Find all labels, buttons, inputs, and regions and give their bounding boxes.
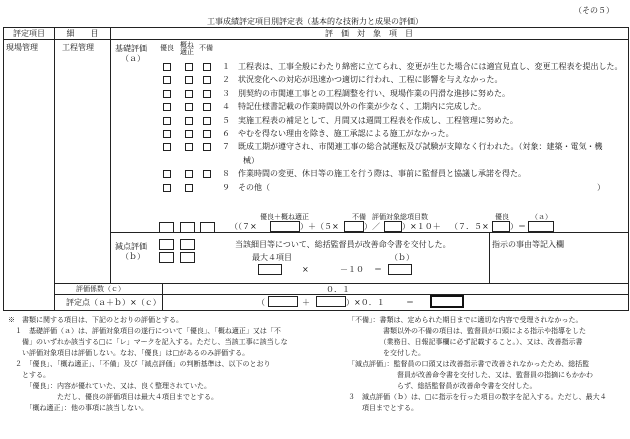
note-line: 「減点評価」：監督員の口頭又は改善指示書で改善されなかったため、総括監 [348, 360, 590, 368]
item-number: ８ [222, 169, 230, 178]
good-count-input[interactable] [492, 221, 510, 232]
score-close: ）×０．１ [346, 298, 385, 307]
item-text: 既成工期が遵守され、市関連工事の総合試運転及び試験が支障なく行われた。（対象：建築・電気・機 [238, 142, 603, 151]
base-eval-title: 基礎評価 [115, 44, 147, 53]
coef-label: 評価係数（ｃ） [76, 285, 125, 293]
deduction-result-input[interactable] [388, 264, 412, 275]
item-number: ７ [222, 142, 230, 151]
check-good[interactable] [163, 143, 171, 151]
tally-defect-box[interactable] [200, 222, 215, 233]
check-ok[interactable] [185, 184, 193, 192]
deduction-box-4[interactable] [180, 252, 195, 263]
check-defect[interactable] [203, 143, 211, 151]
check-ok[interactable] [185, 103, 193, 111]
formula-label-good-ok: 優良＋概ね適正 [260, 213, 309, 221]
note-line: ２ 「優良」、「概ね適正」、「不備」及び「減点評価」の判断基準は、以下のとおり [8, 360, 271, 368]
item-number: ６ [222, 129, 230, 138]
page-number: （その５） [574, 6, 614, 15]
formula-part-2: ）＋（５× [300, 222, 339, 231]
note-line: 「不備」：書類は、定められた期日までに適切な内容で受理されなかった。 [348, 316, 583, 324]
check-defect[interactable] [203, 90, 211, 98]
good-ok-input[interactable] [270, 221, 300, 232]
formula-part-4: ）×１０＋ [402, 222, 441, 231]
note-line: らず、総括監督員が改善命令書を交付した。 [348, 382, 537, 390]
item-number: ３ [222, 89, 230, 98]
check-ok[interactable] [185, 170, 193, 178]
formula-part-3: ）／ [364, 222, 380, 231]
item-text: 実施工程表の補足として、月間又は週間工程表を作成し、工程管理に努めた。 [238, 116, 518, 125]
check-good[interactable] [163, 90, 171, 98]
item-number: １ [222, 62, 230, 71]
formula-part-5: （７．５× [450, 222, 489, 231]
deduction-times: × [302, 265, 309, 274]
note-line: 項目までとする。 [348, 404, 418, 412]
check-good[interactable] [163, 117, 171, 125]
check-defect[interactable] [203, 170, 211, 178]
page-title: 工事成績評定項目別評定表（基本的な技術力と成果の評価） [207, 17, 423, 26]
tally-good-box[interactable] [159, 222, 174, 233]
check-good[interactable] [163, 170, 171, 178]
score-open: （ [257, 298, 265, 307]
check-ok[interactable] [185, 63, 193, 71]
check-defect[interactable] [203, 63, 211, 71]
remarks-label: 指示の事由等記入欄 [492, 240, 564, 249]
check-ok[interactable] [185, 90, 193, 98]
deduction-box-2[interactable] [180, 239, 195, 250]
deduction-eq: ＝ [374, 265, 382, 274]
item-text: ） [597, 183, 605, 192]
deduction-desc: 当該細目等について、総括監督員が改善命令書を交付した。 [235, 240, 451, 249]
score-result-input[interactable] [430, 295, 464, 308]
item-text: やむを得ない理由を除き、施工承認による施工がなかった。 [238, 129, 454, 138]
base-eval-mark: （ａ） [121, 54, 145, 63]
check-good[interactable] [163, 63, 171, 71]
item-number: ４ [222, 102, 230, 111]
score-eq: ＝ [406, 298, 414, 307]
score-plus: ＋ [302, 298, 310, 307]
check-ok[interactable] [185, 76, 193, 84]
header-eval-target: 評 価 対 象 項 目 [325, 29, 413, 38]
note-line: とする。 [8, 371, 50, 379]
note-line: 「優良」：内容が優れていた、又は、良く整理されていた。 [8, 382, 211, 390]
item-number: ９ [222, 183, 230, 192]
item-text: 特記仕様書記載の作業時間以外の作業が少なく、工期内に完成した。 [238, 102, 486, 111]
check-good[interactable] [163, 130, 171, 138]
tally-ok-box[interactable] [180, 222, 195, 233]
rating-header-ok: 概ね適正 [180, 41, 194, 56]
rating-header-good: 優良 [160, 44, 174, 52]
formula-label-good: 優良 [495, 213, 509, 221]
note-line: ただし、優良の評価項目は最大４項目までとする。 [8, 393, 218, 401]
check-defect[interactable] [203, 103, 211, 111]
check-ok[interactable] [185, 117, 193, 125]
deduction-box-1[interactable] [159, 239, 174, 250]
score-a-input[interactable] [268, 296, 298, 307]
formula-part-1: （（７× [230, 222, 257, 231]
deduction-title: 減点評価 [115, 242, 147, 251]
note-line: 「概ね適正」：他の事項に該当しない。 [8, 404, 148, 412]
note-line: ３ 減点評価（ｂ）は、□に指示を行った項目の数字を記入する。ただし、最大４ [348, 393, 607, 401]
formula-label-defect: 不備 [352, 213, 366, 221]
check-good[interactable] [163, 103, 171, 111]
item-number: ２ [222, 75, 230, 84]
note-line: を交付した。 [348, 349, 425, 357]
check-good[interactable] [163, 184, 171, 192]
formula-part-6: ）＝ [510, 222, 526, 231]
formula-label-total: 評価対象総項目数 [372, 213, 428, 221]
item-text: 工程表は、工事全般にわたり綿密に立てられ、変更が生じた場合には適宜見直し、変更工程表を提出した。 [238, 62, 623, 71]
check-defect[interactable] [203, 76, 211, 84]
item-text: 状況変化への対応が迅速かつ適切に行われ、工程に影響を与えなかった。 [238, 75, 503, 84]
item-text: 別契約の市関連工事との工程調整を行い、現場作業の円滑な進捗に努めた。 [238, 89, 510, 98]
note-line: （業務日、日報記事欄に必ず記載すること。）、又は、改善指示書 [348, 338, 583, 346]
note-line: ※ 書類に関する項目は、下記のとおりの評価とする。 [8, 316, 183, 324]
deduction-b-label: （ｂ） [390, 253, 414, 262]
score-label: 評定点（ａ＋ｂ）×（ｃ） [66, 298, 161, 307]
check-good[interactable] [163, 76, 171, 84]
note-line: 備」のいずれか該当する□に「レ」マークを記入する。ただし、当該工事に該当しな [8, 338, 288, 346]
deduction-mark: （ｂ） [121, 252, 145, 261]
rating-header-defect: 不備 [199, 44, 213, 52]
note-line: 督員が改善命令書を交付した、又は、監督員の指摘にもかかわ [348, 371, 593, 379]
note-line: い評価対象項目は評価しない。なお、「優良」は□があるのみ評価する。 [8, 349, 250, 357]
total-items-input[interactable] [384, 221, 402, 232]
coef-value: ０．１ [326, 285, 350, 294]
formula-label-a: （ａ） [531, 213, 552, 221]
item-text: 作業時間の変更、休日等の施工を行う際は、事前に監督員と協議し承諾を得た。 [238, 169, 526, 178]
deduction-max: 最大４項目 [252, 253, 292, 262]
check-ok[interactable] [185, 130, 193, 138]
a-result-input[interactable] [528, 221, 554, 232]
header-eval-item: 評定項目 [13, 29, 45, 38]
score-b-input[interactable] [316, 296, 346, 307]
deduction-minus10: －１０ [340, 265, 364, 274]
item-text: その他（ [238, 183, 270, 192]
defect-input[interactable] [344, 221, 364, 232]
sub-item-label: 工程管理 [62, 43, 94, 52]
check-defect[interactable] [203, 117, 211, 125]
note-line: 書類以外の不備の項目は、監督員が口頭による指示や指導をした [348, 327, 586, 335]
check-defect[interactable] [203, 130, 211, 138]
check-ok[interactable] [185, 143, 193, 151]
deduction-count-input[interactable] [258, 264, 282, 275]
main-item-label: 現場管理 [6, 43, 38, 52]
item-number: ５ [222, 116, 230, 125]
note-line: １ 基礎評価（ａ）は、評価対象項目の遂行について「優良」、「概ね適正」又は「不 [8, 327, 281, 335]
header-detail: 細 目 [66, 29, 99, 38]
deduction-box-3[interactable] [159, 252, 174, 263]
item-text: 械） [243, 156, 259, 165]
